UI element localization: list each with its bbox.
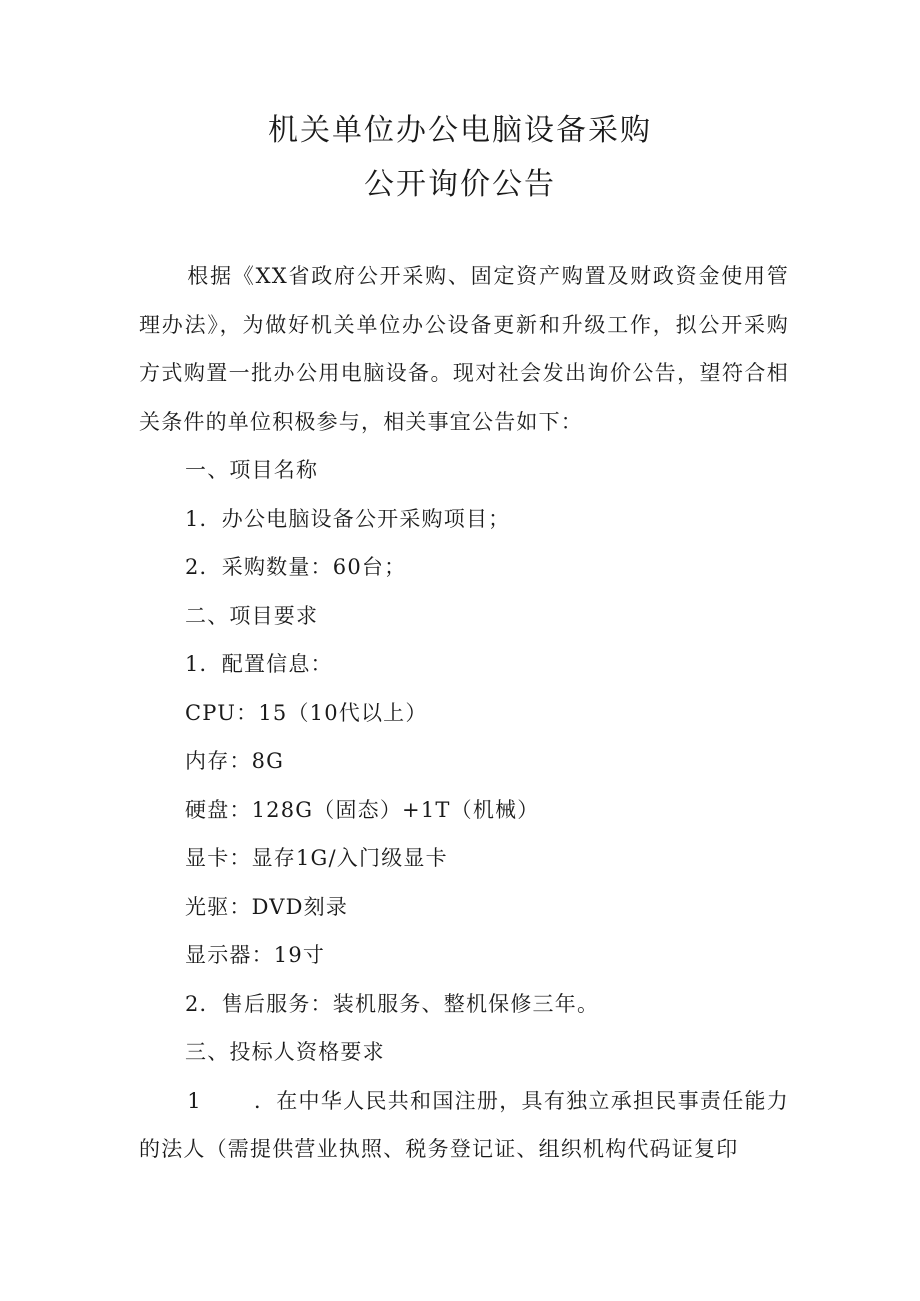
document-title-line-1: 机关单位办公电脑设备采购 (268, 113, 652, 148)
config-memory: 内存：8G (185, 749, 285, 773)
section-2-heading: 二、项目要求 (185, 603, 319, 628)
intro-paragraph: 根据《XX省政府公开采购、固定资产购置及财政资金使用管理办法》，为做好机关单位办公设备更新和升级工作，拟公开采购方式购置一批办公用电脑设备。现对社会发出询价公告，望符合相关条件的单位积极参与，相关事宜公告如下： (139, 264, 789, 434)
config-monitor: 显示器：19寸 (185, 943, 326, 967)
section-2-item-1: 1．配置信息： (185, 652, 333, 676)
config-cpu: CPU：15（10代以上） (185, 700, 428, 725)
section-2-item-2: 2．售后服务：装机服务、整机保修三年。 (185, 991, 600, 1016)
section-1-heading: 一、项目名称 (185, 458, 319, 482)
section-3-item-1 (139, 1077, 789, 1174)
section-1-item-2: 2．采购数量：60台； (185, 555, 407, 579)
config-disk: 硬盘：128G（固态）+1T（机械） (185, 797, 540, 822)
config-gpu: 显卡：显存1G/入门级显卡 (185, 846, 448, 870)
section-3-item-1-text: ．在中华人民共和国注册，具有独立承担民事责任能力的法人（需提供营业执照、税务登记证、组织机构代码证复印 (139, 1088, 789, 1161)
section-1-item-1: 1．办公电脑设备公开采购项目； (185, 506, 511, 531)
config-optical: 光驱：DVD刻录 (185, 894, 349, 919)
section-3-item-1-number: 1 (187, 1088, 202, 1113)
section-3-heading: 三、投标人资格要求 (185, 1040, 385, 1064)
document-body (139, 252, 789, 1174)
document-title-line-2: 公开询价公告 (364, 167, 556, 202)
